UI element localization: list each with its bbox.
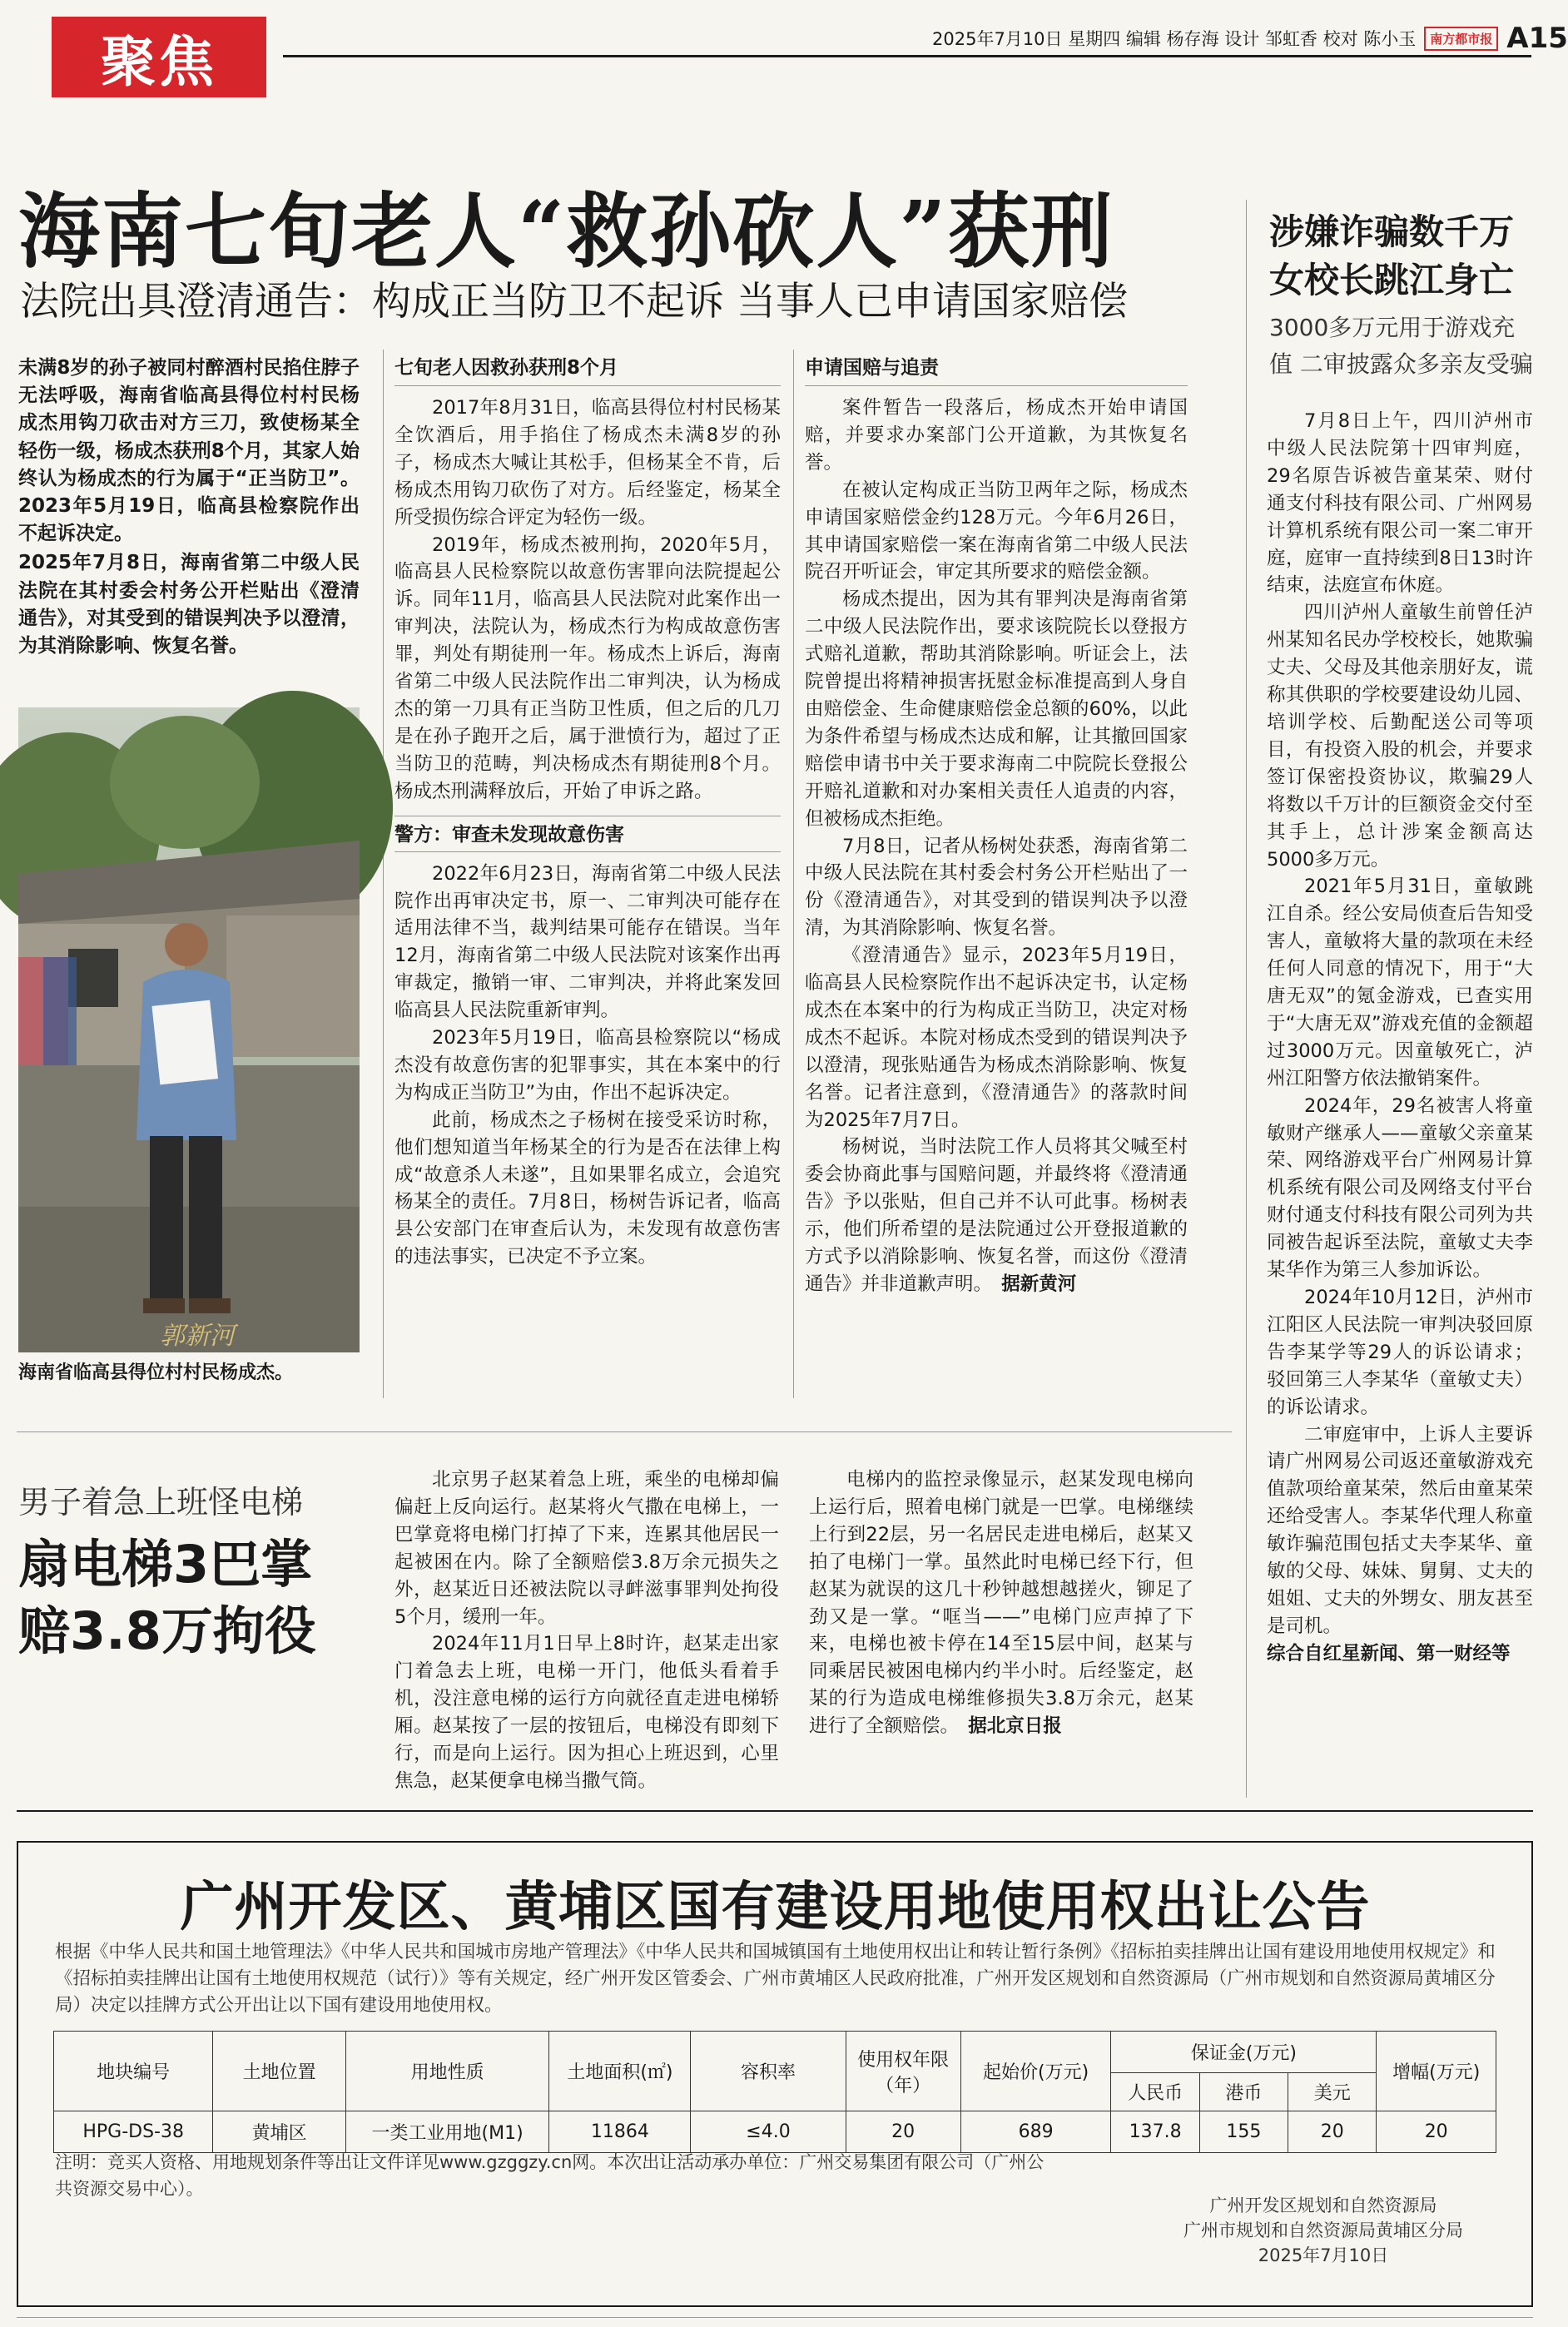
body-paragraph: 在被认定构成正当防卫两年之际，杨成杰申请国家赔偿金约128万元。今年6月26日，其申请国家赔偿一案在海南省第二中级人民法院召开听证会，审定其所要求的赔偿金额。	[805, 479, 1188, 583]
issue-date: 2025年7月10日	[1258, 2245, 1389, 2265]
body-paragraph	[809, 1466, 1193, 1740]
publication-info: 2025年7月10日 星期四 编辑 杨存海 设计 邹虹香 校对 陈小玉	[932, 29, 1417, 49]
section-tag: 聚焦	[52, 17, 266, 97]
elevator-story-body	[394, 1466, 1193, 1795]
main-subheadline: 法院出具澄清通告：构成正当防卫不起诉 当事人已申请国家赔偿	[20, 279, 1128, 325]
table-header: 保证金(万元)	[1111, 2032, 1377, 2073]
news-photo	[18, 707, 360, 1352]
body-paragraph: 7月8日上午，四川泸州市中级人民法院第十四审判庭，29名原告诉被告童某荣、财付通支付科技有限公司、广州网易计算机系统有限公司一案二审开庭，庭审一直持续到8日13时许结束，法庭宣布休庭。	[1267, 410, 1533, 597]
announcement-rule	[17, 1810, 1533, 1812]
table-cell: 20	[846, 2111, 960, 2153]
table-header: 起始价(万元)	[960, 2032, 1111, 2111]
announcement-title: 广州开发区、黄埔区国有建设用地使用权出让公告	[180, 1876, 1371, 1938]
body-paragraph: 《澄清通告》显示，2023年5月19日，临高县人民检察院作出不起诉决定书，认定杨成杰在本案中的行为构成正当防卫，决定对杨成杰不起诉。本院对杨成杰受到的错误判决予以澄清，现张贴通告为杨成杰消除影响、恢复名誉。记者注意到，《澄清通告》的落款时间为2025年7月7日。	[805, 945, 1188, 1131]
table-cell: 一类工业用地(M1)	[345, 2111, 549, 2153]
table-subheader: 人民币	[1111, 2073, 1199, 2111]
footer-rule	[17, 2317, 1533, 2318]
elevator-story-kicker: 男子着急上班怪电梯	[18, 1484, 304, 1521]
photo-caption: 海南省临高县得位村村民杨成杰。	[18, 1362, 294, 1383]
table-subheader: 港币	[1199, 2073, 1288, 2111]
side-story-title: 涉嫌诈骗数千万 女校长跳江身亡	[1269, 211, 1515, 300]
column-rule	[1246, 200, 1247, 1798]
photo-watermark: 郭新河	[160, 1322, 235, 1351]
table-cell: 137.8	[1111, 2111, 1199, 2153]
body-paragraph: 北京男子赵某着急上班，乘坐的电梯却偏偏赶上反向运行。赵某将火气撒在电梯上，一巴掌竟将电梯门打掉了下来，连累其他居民一起被困在内。除了全额赔偿3.8万余元损失之外，赵某近日还被法院以寻衅滋事罪判处拘役5个月，缓刑一年。	[394, 1469, 779, 1628]
table-subheader: 美元	[1288, 2073, 1377, 2111]
column-rule	[383, 350, 384, 1398]
issuer-name: 广州市规划和自然资源局黄埔区分局	[1183, 2220, 1463, 2240]
table-header: 土地位置	[213, 2032, 345, 2111]
lead-paragraph: 未满8岁的孙子被同村醉酒村民掐住脖子无法呼吸，海南省临高县得位村村民杨成杰用钩刀砍击对方三刀，致使杨某全轻伤一级，杨成杰获刑8个月，其家人始终认为杨成杰的行为属于“正当防卫”。2023年5月19日，临高县检察院作出不起诉决定。	[18, 357, 360, 545]
table-cell: 689	[960, 2111, 1111, 2153]
table-header: 使用权年限（年）	[846, 2032, 960, 2111]
lead-paragraph: 2025年7月8日，海南省第二中级人民法院在其村委会村务公开栏贴出《澄清通告》，对其受到的错误判决予以澄清，为其消除影响、恢复名誉。	[18, 552, 360, 657]
section-heading: 七旬老人因救孙获刑8个月	[394, 350, 781, 386]
section-heading: 申请国赔与追责	[805, 350, 1188, 386]
issuer-name: 广州开发区规划和自然资源局	[1209, 2196, 1437, 2215]
body-text: 杨树说，当时法院工作人员将其父喊至村委会协商此事与国赔问题，并最终将《澄清通告》予以张贴，但自己并不认可此事。杨树表示，他们所希望的是法院通过公开登报道歉的方式予以消除影响、恢复名誉，而这份《澄清通告》并非道歉声明。	[805, 1136, 1188, 1295]
body-paragraph: 2024年11月1日早上8时许，赵某走出家门着急去上班，电梯一开门，他低头看着手机，没注意电梯的运行方向就径直走进电梯轿厢。赵某按了一层的按钮后，电梯没有即刻下行，而是向上运行。因为担心上班迟到，心里焦急，赵某便拿电梯当撒气筒。	[394, 1633, 779, 1792]
table-header: 土地面积(㎡)	[549, 2032, 691, 2111]
table-cell: 155	[1199, 2111, 1288, 2153]
body-paragraph: 2023年5月19日，临高县检察院以“杨成杰没有故意伤害的犯罪事实，其在本案中的行为构成正当防卫”为由，作出不起诉决定。	[394, 1027, 781, 1104]
table-cell: 11864	[549, 2111, 691, 2153]
body-paragraph: 2021年5月31日，童敏跳江自杀。经公安局侦查后告知受害人，童敏将大量的款项在未经任何人同意的情况下，用于“大唐无双”的氪金游戏，已查实用于“大唐无双”游戏充值的金额超过3000万元。因童敏死亡，泸州江阳警方依法撤销案件。	[1267, 876, 1533, 1089]
header-meta	[932, 22, 1568, 55]
body-paragraph	[805, 1134, 1188, 1297]
main-story-lead	[18, 355, 360, 662]
body-paragraph: 2024年，29名被害人将童敏财产继承人——童敏父亲童某荣、网络游戏平台广州网易计算机系统有限公司及网络支付平台财付通支付科技有限公司列为共同被告起诉至法院，童敏丈夫李某华作为第三人参加诉讼。	[1267, 1094, 1533, 1282]
body-text: 电梯内的监控录像显示，赵某发现电梯向上运行后，照着电梯门就是一巴掌。电梯继续上行到22层，另一名居民走进电梯后，赵某又拍了电梯门一掌。虽然此时电梯已经下行，但赵某为就误的这几十秒钟越想越搓火，铆足了劲又是一掌。“哐当——”电梯门应声掉了下来，电梯也被卡停在14至15层中间，赵某与同乘居民被困电梯内约半小时。后经鉴定，赵某的行为造成电梯维修损失3.8万余元，赵某进行了全额赔偿。	[809, 1469, 1193, 1738]
body-paragraph: 四川泸州人童敏生前曾任泸州某知名民办学校校长，她欺骗丈夫、父母及其他亲朋好友，谎称其供职的学校要建设幼儿园、培训学校、后勤配送公司等项目，有投资入股的机会，并要求签订保密投资协议，欺骗29人将数以千万计的巨额资金交付至其手上，总计涉案金额高达5000多万元。	[1267, 602, 1533, 871]
column-rule	[793, 350, 794, 1398]
table-header: 增幅(万元)	[1377, 2032, 1496, 2111]
body-paragraph: 案件暂告一段落后，杨成杰开始申请国赔，并要求办案部门公开道歉，为其恢复名誉。	[805, 397, 1188, 474]
table-header: 用地性质	[345, 2032, 549, 2111]
section-heading: 警方：审查未发现故意伤害	[394, 816, 781, 852]
body-paragraph: 杨成杰提出，因为其有罪判决是海南省第二中级人民法院作出，要求该院院长以登报方式赔礼道歉，帮助其消除影响。听证会上，法院曾提出将精神损害抚慰金标准提高到人身自由赔偿金、生命健康赔偿金总额的60%，以此为条件希望与杨成杰达成和解，让其撤回国家赔偿申请书中关于要求海南二中院院长登报公开赔礼道歉和对办案相关责任人追责的内容，但被杨成杰拒绝。	[805, 588, 1188, 830]
main-story-column-2	[394, 350, 781, 1271]
elevator-story-title: 扇电梯3巴掌 赔3.8万拘役	[18, 1534, 316, 1661]
table-header: 容积率	[691, 2032, 846, 2111]
body-paragraph: 7月8日，记者从杨树处获悉，海南省第二中级人民法院在其村委会村务公开栏贴出了一份《澄清通告》，对其受到的错误判决予以澄清，为其消除影响、恢复名誉。	[805, 835, 1188, 940]
body-paragraph: 2017年8月31日，临高县得位村村民杨某全饮酒后，用手掐住了杨成杰未满8岁的孙子，杨成杰大喊让其松手，但杨某全不肯，后杨成杰用钩刀砍伤了对方。后经鉴定，杨某全所受损伤综合评定为轻伤一级。	[394, 397, 781, 528]
table-cell: HPG-DS-38	[54, 2111, 213, 2153]
byline: 据新黄河	[1001, 1273, 1077, 1295]
table-row	[54, 2111, 1496, 2153]
byline: 综合自红星新闻、第一财经等	[1267, 1642, 1511, 1665]
announcement-intro: 根据《中华人民共和国土地管理法》《中华人民共和国城市房地产管理法》《中华人民共和国城镇国有土地使用权出让和转让暂行条例》《招标拍卖挂牌出让国有建设用地使用权规定》和《招标拍卖挂牌出让国有土地使用权规范（试行）》等有关规定，经广州开发区管委会、广州市黄埔区人民政府批准，广州开发区规划和自然资源局（广州市规划和自然资源局黄埔区分局）决定以挂牌方式公开出让以下国有建设用地使用权。	[55, 1942, 1496, 2016]
table-cell: ≤4.0	[691, 2111, 846, 2153]
photo-illustration	[18, 707, 360, 1352]
main-story-column-3	[805, 350, 1188, 1298]
land-parcel-table	[53, 2031, 1496, 2153]
body-paragraph: 二审庭审中，上诉人主要诉请广州网易公司返还童敏游戏充值款项给童某荣，然后由童某荣还给受害人。李某华代理人称童敏诈骗范围包括丈夫李某华、童敏的父母、妹妹、舅舅、丈夫的姐姐、丈夫的外甥女、朋友甚至是司机。	[1267, 1423, 1533, 1637]
table-header: 地块编号	[54, 2032, 213, 2111]
body-paragraph: 2022年6月23日，海南省第二中级人民法院作出再审决定书，原一、二审判决可能存在适用法律不当，裁判结果可能存在错误。当年12月，海南省第二中级人民法院对该案作出再审裁定，撤销一审、二审判决，并将此案发回临高县人民法院重新审判。	[394, 862, 781, 1022]
side-story-subtitle: 3000多万元用于游戏充值 二审披露众多亲友受骗	[1269, 314, 1533, 378]
announcement-signature	[1149, 2193, 1498, 2268]
main-headline: 海南七旬老人“救孙砍人”获刑	[18, 184, 1114, 280]
announcement-note: 注明：竞买人资格、用地规划条件等出让文件详见www.gzggzy.cn网。本次出让活动承办单位：广州交易集团有限公司（广州公共资源交易中心）。	[55, 2152, 1045, 2199]
side-story-body	[1267, 408, 1533, 1668]
table-cell: 20	[1377, 2111, 1496, 2153]
newspaper-logo: 南方都市报	[1424, 27, 1498, 51]
body-paragraph: 2024年10月12日，泸州市江阳区人民法院一审判决驳回原告李某学等29人的诉讼请求；驳回第三人李某华（童敏丈夫）的诉讼请求。	[1267, 1287, 1533, 1418]
table-cell: 黄埔区	[213, 2111, 345, 2153]
body-paragraph: 2019年，杨成杰被刑拘，2020年5月，临高县人民检察院以故意伤害罪向法院提起公诉。同年11月，临高县人民法院对此案作出一审判决，法院认为，杨成杰行为构成故意伤害罪，判处有期徒刑一年。杨成杰上诉后，海南省第二中级人民法院作出二审判决，认为杨成杰的第一刀具有正当防卫性质，但之后的几刀是在孙子跑开之后，属于泄愤行为，超过了正当防卫的范畴，判决杨成杰有期徒刑8个月。杨成杰刑满释放后，开始了申诉之路。	[394, 533, 781, 802]
page-number: A15	[1506, 22, 1568, 55]
table-cell: 20	[1288, 2111, 1377, 2153]
byline: 据北京日报	[968, 1715, 1062, 1738]
body-paragraph: 此前，杨成杰之子杨树在接受采访时称，他们想知道当年杨某全的行为是否在法律上构成“故意杀人未遂”，且如果罪名成立，会追究杨某全的责任。7月8日，杨树告诉记者，临高县公安部门在审查后认为，未发现有故意伤害的违法事实，已决定不予立案。	[394, 1109, 781, 1268]
header-rule	[283, 55, 1531, 57]
story-divider	[17, 1431, 1232, 1432]
